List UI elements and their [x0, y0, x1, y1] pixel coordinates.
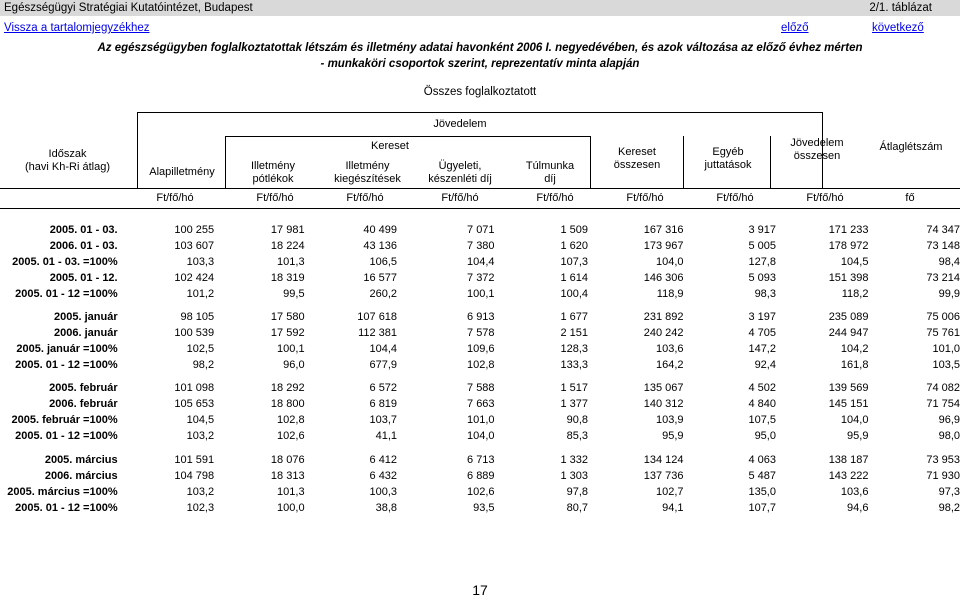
table-cell: 101,3	[277, 486, 305, 498]
table-cell: 173 967	[643, 240, 684, 252]
table-cell: 128,3	[560, 343, 589, 355]
table-cell: 135,0	[748, 486, 776, 498]
unit-ko: Ft/fő/hó	[626, 192, 664, 204]
table-cell: 102,8	[467, 359, 495, 371]
table-cell: 74 082	[926, 382, 960, 394]
table-cell: 98,3	[754, 288, 776, 300]
table-cell: 17 580	[270, 311, 305, 323]
table-cell: 43 136	[363, 240, 398, 252]
table-cell: 102,3	[186, 502, 215, 514]
table-cell: 1 332	[560, 454, 589, 466]
header-illetmeny-kiegeszitesek: Illetmény kiegészítések	[334, 160, 401, 185]
navigation-bar	[4, 22, 960, 36]
header-alapilletmeny: Alapilletmény	[149, 166, 215, 178]
table-cell: 80,7	[566, 502, 589, 514]
table-cell: 104,4	[467, 256, 495, 268]
table-row	[0, 396, 960, 412]
table-subtitle: Összes foglalkoztatott	[423, 86, 537, 98]
table-cell: 1 677	[560, 311, 589, 323]
table-cell: 4 840	[748, 398, 776, 410]
table-cell: 73 214	[926, 272, 960, 284]
table-cell: 106,5	[369, 256, 398, 268]
table-cell: 161,8	[840, 359, 869, 371]
table-cell: 3 197	[748, 311, 776, 323]
table-cell: 112 381	[358, 327, 398, 339]
table-cell: 118,2	[841, 288, 869, 300]
row-label: 2005. február =100%	[11, 414, 118, 426]
table-cell: 133,3	[560, 359, 589, 371]
unit-tul: Ft/fő/hó	[536, 192, 574, 204]
row-label: 2005. február	[49, 382, 118, 394]
table-cell: 127,8	[748, 256, 776, 268]
table-cell: 90,8	[566, 414, 589, 426]
table-cell: 98,4	[938, 256, 960, 268]
table-row	[0, 468, 960, 484]
table-cell: 7 578	[467, 327, 495, 339]
table-cell: 104 798	[174, 470, 215, 482]
table-cell: 151 398	[828, 272, 869, 284]
table-cell: 1 377	[560, 398, 589, 410]
data-block-january	[0, 309, 960, 373]
table-cell: 6 713	[467, 454, 495, 466]
header-divider-egyeb	[683, 136, 684, 188]
top-bar	[0, 0, 960, 16]
table-cell: 101,0	[467, 414, 495, 426]
table-cell: 4 063	[748, 454, 776, 466]
table-cell: 4 705	[748, 327, 776, 339]
table-cell: 101,2	[186, 288, 215, 300]
table-cell: 107,5	[748, 414, 776, 426]
table-cell: 99,9	[938, 288, 960, 300]
table-cell: 18 319	[270, 272, 305, 284]
table-cell: 2 151	[560, 327, 589, 339]
table-cell: 4 502	[748, 382, 776, 394]
table-cell: 104,5	[186, 414, 215, 426]
table-cell: 107,7	[748, 502, 776, 514]
table-cell: 99,5	[283, 288, 305, 300]
header-atlaglétszam: Átlaglétszám	[879, 141, 943, 153]
table-row	[0, 325, 960, 341]
title-line-1: Az egészségügyben foglalkoztatottak létszám és illetmény adatai havonként 2006 I. negyedévében, és azok változása az előző évhez mérten	[97, 42, 863, 54]
table-cell: 101 098	[174, 382, 215, 394]
table-cell: 95,9	[847, 430, 869, 442]
table-cell: 100,1	[467, 288, 495, 300]
table-cell: 102,7	[655, 486, 684, 498]
table-cell: 96,0	[283, 359, 305, 371]
table-cell: 41,1	[375, 430, 398, 442]
table-cell: 98,2	[938, 502, 960, 514]
header-divider-jovedelem-end	[770, 136, 771, 188]
table-cell: 137 736	[643, 470, 684, 482]
unit-egy: Ft/fő/hó	[716, 192, 754, 204]
header-divider-left	[137, 112, 138, 188]
table-cell: 95,0	[754, 430, 776, 442]
table-row	[0, 452, 960, 468]
table-cell: 104,0	[655, 256, 684, 268]
table-cell: 7 588	[467, 382, 495, 394]
table-cell: 167 316	[643, 224, 684, 236]
table-cell: 100,4	[560, 288, 589, 300]
table-cell: 94,6	[847, 502, 869, 514]
table-cell: 16 577	[363, 272, 398, 284]
table-row	[0, 341, 960, 357]
page-title	[0, 40, 960, 72]
table-cell: 98,0	[938, 430, 960, 442]
header-line-kereset	[225, 136, 590, 137]
header-tulmunka: Túlmunka díj	[525, 160, 575, 185]
next-link[interactable]: következő	[872, 22, 924, 34]
table-cell: 134 124	[643, 454, 684, 466]
org-name: Egészségügyi Stratégiai Kutatóintézet, Budapest	[4, 2, 253, 14]
table-row	[0, 380, 960, 396]
table-cell: 7 071	[467, 224, 495, 236]
table-cell: 103,5	[932, 359, 960, 371]
table-cell: 7 380	[467, 240, 495, 252]
unit-atl: fő	[905, 192, 915, 204]
table-cell: 98 105	[180, 311, 215, 323]
row-label: 2005. 01 - 03. =100%	[12, 256, 118, 268]
table-cell: 171 233	[828, 224, 869, 236]
table-cell: 103,3	[186, 256, 215, 268]
table-cell: 102 424	[174, 272, 215, 284]
table-cell: 71 930	[926, 470, 960, 482]
header-line-top	[137, 112, 822, 113]
table-cell: 17 592	[270, 327, 305, 339]
table-cell: 103,6	[655, 343, 684, 355]
table-cell: 101,3	[277, 256, 305, 268]
table-cell: 104,2	[840, 343, 869, 355]
table-cell: 73 148	[926, 240, 960, 252]
table-cell: 18 292	[270, 382, 305, 394]
page-number: 17	[472, 582, 488, 597]
table-cell: 101 591	[174, 454, 215, 466]
table-cell: 6 432	[369, 470, 398, 482]
table-cell: 17 981	[270, 224, 305, 236]
table-cell: 103 607	[174, 240, 215, 252]
table-cell: 140 312	[643, 398, 684, 410]
table-cell: 7 663	[467, 398, 495, 410]
table-cell: 139 569	[828, 382, 869, 394]
title-line-2: - munkaköri csoportok szerint, reprezentatív minta alapján	[320, 58, 640, 70]
table-cell: 73 953	[926, 454, 960, 466]
row-label: 2005. március	[44, 454, 118, 466]
table-cell: 104,0	[840, 414, 869, 426]
row-label: 2005. március =100%	[7, 486, 118, 498]
table-cell: 138 187	[828, 454, 869, 466]
header-illetmeny-potlekok: Illetmény pótlékok	[250, 160, 296, 185]
table-cell: 93,5	[473, 502, 495, 514]
header-kereset-osszesen: Kereset összesen	[613, 146, 661, 171]
header-egyeb-juttatasok: Egyéb juttatások	[704, 146, 752, 171]
table-cell: 5 005	[748, 240, 776, 252]
data-block-february	[0, 380, 960, 444]
table-cell: 74 347	[926, 224, 960, 236]
row-label: 2006. február	[49, 398, 118, 410]
unit-jo: Ft/fő/hó	[806, 192, 844, 204]
table-cell: 5 093	[748, 272, 776, 284]
table-cell: 235 089	[828, 311, 869, 323]
table-cell: 6 412	[369, 454, 398, 466]
table-cell: 18 224	[270, 240, 305, 252]
table-cell: 1 509	[560, 224, 589, 236]
table-cell: 103,6	[840, 486, 869, 498]
header-kereset: Kereset	[371, 140, 409, 152]
table-cell: 100,0	[277, 502, 305, 514]
table-cell: 104,4	[369, 343, 398, 355]
table-cell: 135 067	[643, 382, 684, 394]
table-row	[0, 270, 960, 286]
table-cell: 240 242	[643, 327, 684, 339]
table-cell: 102,6	[467, 486, 495, 498]
table-cell: 100,3	[369, 486, 398, 498]
table-cell: 164,2	[655, 359, 684, 371]
table-cell: 6 913	[467, 311, 495, 323]
table-cell: 100,1	[277, 343, 305, 355]
table-cell: 18 076	[270, 454, 305, 466]
table-cell: 178 972	[828, 240, 869, 252]
header-ugyeleti: Ügyeleti, készenléti díj	[428, 160, 492, 185]
table-cell: 6 889	[467, 470, 495, 482]
table-cell: 85,3	[566, 430, 589, 442]
table-cell: 100 539	[174, 327, 215, 339]
row-label: 2005. január	[54, 311, 118, 323]
row-label: 2005. 01 - 12 =100%	[15, 502, 118, 514]
table-id: 2/1. táblázat	[869, 2, 932, 14]
unit-illp: Ft/fő/hó	[256, 192, 294, 204]
header-divider-alap	[225, 136, 226, 188]
table-cell: 1 517	[560, 382, 589, 394]
table-cell: 18 313	[270, 470, 305, 482]
table-cell: 18 800	[270, 398, 305, 410]
table-cell: 109,6	[467, 343, 495, 355]
row-label: 2006. március	[44, 470, 118, 482]
row-label: 2005. 01 - 12 =100%	[15, 430, 118, 442]
row-label: 2006. január	[54, 327, 118, 339]
table-row	[0, 238, 960, 254]
table-cell: 101,0	[932, 343, 960, 355]
table-cell: 1 303	[560, 470, 589, 482]
table-cell: 143 222	[828, 470, 869, 482]
header-divider-kereset-end	[590, 136, 591, 188]
table-row	[0, 412, 960, 428]
table-cell: 103,9	[655, 414, 684, 426]
table-cell: 100 255	[174, 224, 215, 236]
table-cell: 96,9	[938, 414, 960, 426]
table-cell: 75 006	[926, 311, 960, 323]
row-label: 2005. 01 - 03.	[49, 224, 118, 236]
table-cell: 147,2	[748, 343, 776, 355]
table-cell: 103,2	[186, 430, 215, 442]
table-cell: 103,2	[186, 486, 215, 498]
unit-ugy: Ft/fő/hó	[441, 192, 479, 204]
header-jovedelem-osszesen: Jövedelem összesen	[790, 137, 844, 162]
table-cell: 146 306	[643, 272, 684, 284]
table-cell: 6 572	[369, 382, 398, 394]
table-cell: 244 947	[828, 327, 869, 339]
table-cell: 97,3	[938, 486, 960, 498]
row-label: 2005. 01 - 12 =100%	[15, 359, 118, 371]
table-cell: 104,5	[840, 256, 869, 268]
row-label: 2005. 01 - 12.	[49, 272, 118, 284]
table-cell: 107 618	[357, 311, 398, 323]
table-cell: 260,2	[369, 288, 398, 300]
table-row	[0, 309, 960, 325]
data-block-q1	[0, 222, 960, 302]
table-cell: 145 151	[828, 398, 869, 410]
row-label: 2006. 01 - 03.	[49, 240, 118, 252]
table-cell: 231 892	[643, 311, 684, 323]
unit-alap: Ft/fő/hó	[156, 192, 194, 204]
table-cell: 97,8	[566, 486, 589, 498]
table-cell: 1 620	[560, 240, 589, 252]
table-cell: 107,3	[560, 256, 589, 268]
unit-illk: Ft/fő/hó	[346, 192, 384, 204]
table-cell: 7 372	[467, 272, 495, 284]
table-row	[0, 222, 960, 238]
table-row	[0, 357, 960, 373]
table-cell: 71 754	[926, 398, 960, 410]
row-label: 2005. január =100%	[16, 343, 118, 355]
table-cell: 5 487	[748, 470, 776, 482]
table-row	[0, 484, 960, 500]
table-cell: 102,5	[186, 343, 215, 355]
table-cell: 3 917	[748, 224, 776, 236]
table-cell: 95,9	[662, 430, 684, 442]
table-cell: 103,7	[369, 414, 398, 426]
table-cell: 677,9	[369, 359, 398, 371]
table-cell: 102,8	[277, 414, 305, 426]
header-idoszak: Időszak (havi Kh-Ri átlag)	[25, 148, 110, 173]
table-row	[0, 428, 960, 444]
table-row	[0, 254, 960, 270]
table-cell: 40 499	[363, 224, 398, 236]
back-to-contents-link[interactable]: Vissza a tartalomjegyzékhez	[4, 22, 150, 34]
units-line-bottom	[0, 208, 960, 209]
table-cell: 94,1	[662, 502, 684, 514]
table-cell: 6 819	[369, 398, 398, 410]
table-cell: 75 761	[926, 327, 960, 339]
table-cell: 92,4	[754, 359, 776, 371]
previous-link[interactable]: előző	[781, 22, 809, 34]
table-cell: 1 614	[560, 272, 589, 284]
table-row	[0, 500, 960, 516]
table-row	[0, 286, 960, 302]
header-jovedelem: Jövedelem	[433, 118, 487, 130]
table-cell: 104,0	[467, 430, 495, 442]
header-line-bottom	[0, 188, 960, 189]
table-cell: 102,6	[277, 430, 305, 442]
table-cell: 98,2	[192, 359, 215, 371]
row-label: 2005. 01 - 12 =100%	[15, 288, 118, 300]
table-cell: 38,8	[375, 502, 398, 514]
table-cell: 118,9	[656, 288, 684, 300]
table-cell: 105 653	[174, 398, 215, 410]
data-block-march	[0, 452, 960, 516]
